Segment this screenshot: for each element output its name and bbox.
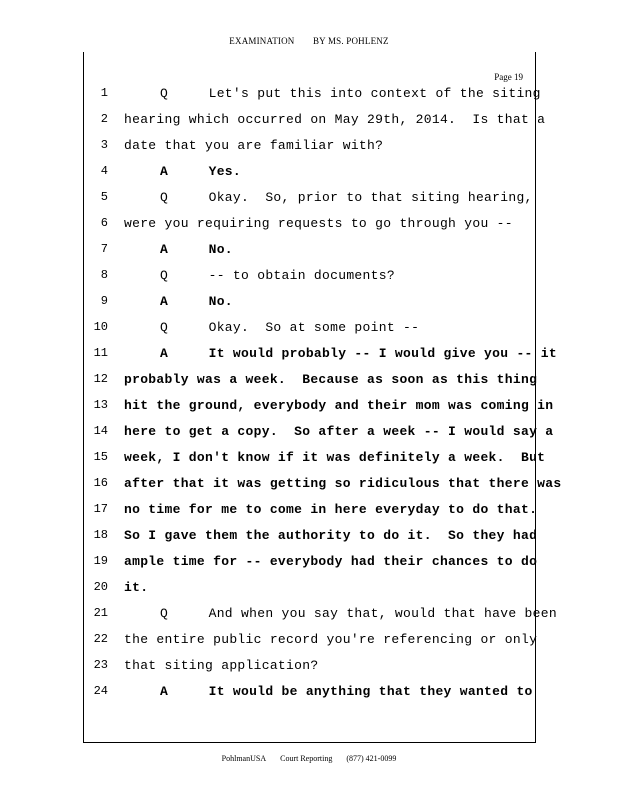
line-text: here to get a copy. So after a week -- I would say a	[124, 424, 554, 439]
transcript-line	[0, 138, 618, 164]
transcript-line	[0, 372, 618, 398]
line-text: Q -- to obtain documents?	[160, 268, 395, 283]
transcript-line	[0, 684, 618, 710]
page-footer	[0, 754, 618, 763]
transcript-line	[0, 450, 618, 476]
line-number: 17	[93, 502, 108, 516]
footer-service: Court Reporting	[280, 754, 333, 763]
page-header	[0, 36, 618, 46]
transcript-line	[0, 268, 618, 294]
line-text: hit the ground, everybody and their mom was coming in	[124, 398, 554, 413]
line-text: Q And when you say that, would that have been	[160, 606, 557, 621]
line-text: probably was a week. Because as soon as this thing	[124, 372, 538, 387]
transcript-line	[0, 86, 618, 112]
line-number: 10	[93, 320, 108, 334]
line-text: A No.	[160, 294, 233, 309]
line-text: date that you are familiar with?	[124, 138, 384, 153]
line-text: that siting application?	[124, 658, 319, 673]
line-text: A Yes.	[160, 164, 242, 179]
line-number: 22	[93, 632, 108, 646]
footer-company: PohlmanUSA	[221, 754, 267, 763]
line-number: 19	[93, 554, 108, 568]
line-number: 16	[93, 476, 108, 490]
line-number: 3	[100, 138, 108, 152]
transcript-line	[0, 580, 618, 606]
line-text: Q Okay. So, prior to that siting hearing,	[160, 190, 533, 205]
transcript-line	[0, 606, 618, 632]
line-number: 20	[93, 580, 108, 594]
line-text: Q Okay. So at some point --	[160, 320, 420, 335]
page-label: Page	[494, 72, 512, 82]
line-text: hearing which occurred on May 29th, 2014. Is that a	[124, 112, 546, 127]
line-text: week, I don't know if it was definitely a week. But	[124, 450, 546, 465]
line-number: 13	[93, 398, 108, 412]
footer-phone: (877) 421-0099	[346, 754, 397, 763]
line-number: 24	[93, 684, 108, 698]
line-number: 14	[93, 424, 108, 438]
line-number: 11	[93, 346, 108, 360]
line-text: So I gave them the authority to do it. So they had	[124, 528, 538, 543]
line-text: the entire public record you're referencing or only	[124, 632, 538, 647]
line-text: A It would be anything that they wanted to	[160, 684, 533, 699]
line-number: 2	[100, 112, 108, 126]
line-text: no time for me to come in here everyday to do that.	[124, 502, 538, 517]
transcript-line	[0, 398, 618, 424]
header-examiner: BY MS. POHLENZ	[312, 36, 389, 46]
line-text: A No.	[160, 242, 233, 257]
transcript-line	[0, 320, 618, 346]
line-text: Q Let's put this into context of the siting	[160, 86, 541, 101]
line-number: 8	[100, 268, 108, 282]
line-number: 15	[93, 450, 108, 464]
line-text: after that it was getting so ridiculous that there was	[124, 476, 562, 491]
transcript-line	[0, 294, 618, 320]
line-number: 5	[100, 190, 108, 204]
line-number: 4	[100, 164, 108, 178]
line-text: ample time for -- everybody had their chances to do	[124, 554, 538, 569]
transcript-line	[0, 112, 618, 138]
transcript-line	[0, 164, 618, 190]
line-number: 6	[100, 216, 108, 230]
transcript-line	[0, 528, 618, 554]
line-text: were you requiring requests to go through you --	[124, 216, 513, 231]
line-number: 7	[100, 242, 108, 256]
transcript-line	[0, 502, 618, 528]
line-number: 12	[93, 372, 108, 386]
transcript-line	[0, 424, 618, 450]
line-number: 1	[100, 86, 108, 100]
transcript-line	[0, 216, 618, 242]
line-number: 23	[93, 658, 108, 672]
page-number	[494, 72, 523, 82]
transcript-line	[0, 658, 618, 684]
header-examination: EXAMINATION	[229, 36, 295, 46]
transcript-line	[0, 554, 618, 580]
transcript-line	[0, 476, 618, 502]
line-text: it.	[124, 580, 149, 595]
line-text: A It would probably -- I would give you -- it	[160, 346, 557, 361]
transcript-line	[0, 632, 618, 658]
transcript-line	[0, 242, 618, 268]
line-number: 18	[93, 528, 108, 542]
page-number-value: 19	[514, 72, 523, 82]
transcript-line	[0, 190, 618, 216]
line-number: 21	[93, 606, 108, 620]
transcript-line	[0, 346, 618, 372]
line-number: 9	[100, 294, 108, 308]
